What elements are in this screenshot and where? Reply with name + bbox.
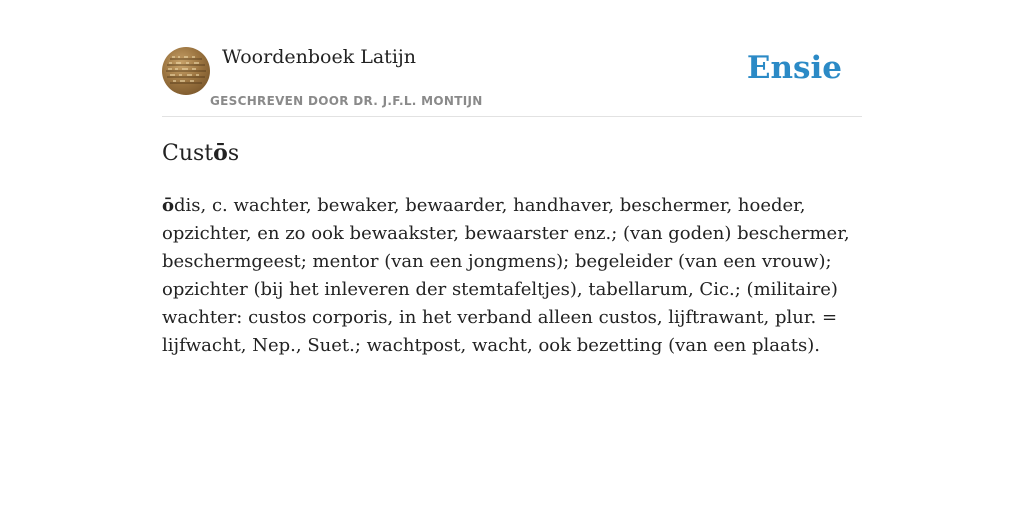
definition-lead: ō: [162, 195, 175, 216]
brand-logo[interactable]: Ensie: [746, 50, 842, 86]
author-byline: GESCHREVEN DOOR DR. J.F.L. MONTIJN: [210, 94, 483, 108]
source-header: [162, 46, 862, 117]
source-title[interactable]: Woordenboek Latijn: [222, 46, 417, 68]
entry-title-macron: ō: [213, 140, 228, 166]
definition-text: dis, c. wachter, bewaker, bewaarder, handhaver, beschermer, hoeder, opzichter, en zo ook bewaakster, bewaarster enz.; (van goden) beschermer, beschermgeest; mentor (van een jongmens); begeleider (van een vrouw); opzichter (bij het inleveren der stemtafeltjes), tabellarum, Cic.; (militaire) wachter: custos corporis, in het verband alleen custos, lijftrawant, plur. = lijfwacht, Nep., Suet.; wachtpost, wacht, ook bezetting (van een plaats).: [162, 195, 850, 356]
entry-title: [162, 140, 239, 166]
entry-title-suffix: s: [227, 141, 240, 166]
entry-title-prefix: Cust: [162, 141, 214, 166]
latin-inscription-coin-icon[interactable]: [162, 47, 210, 95]
entry-definition: [162, 192, 862, 360]
